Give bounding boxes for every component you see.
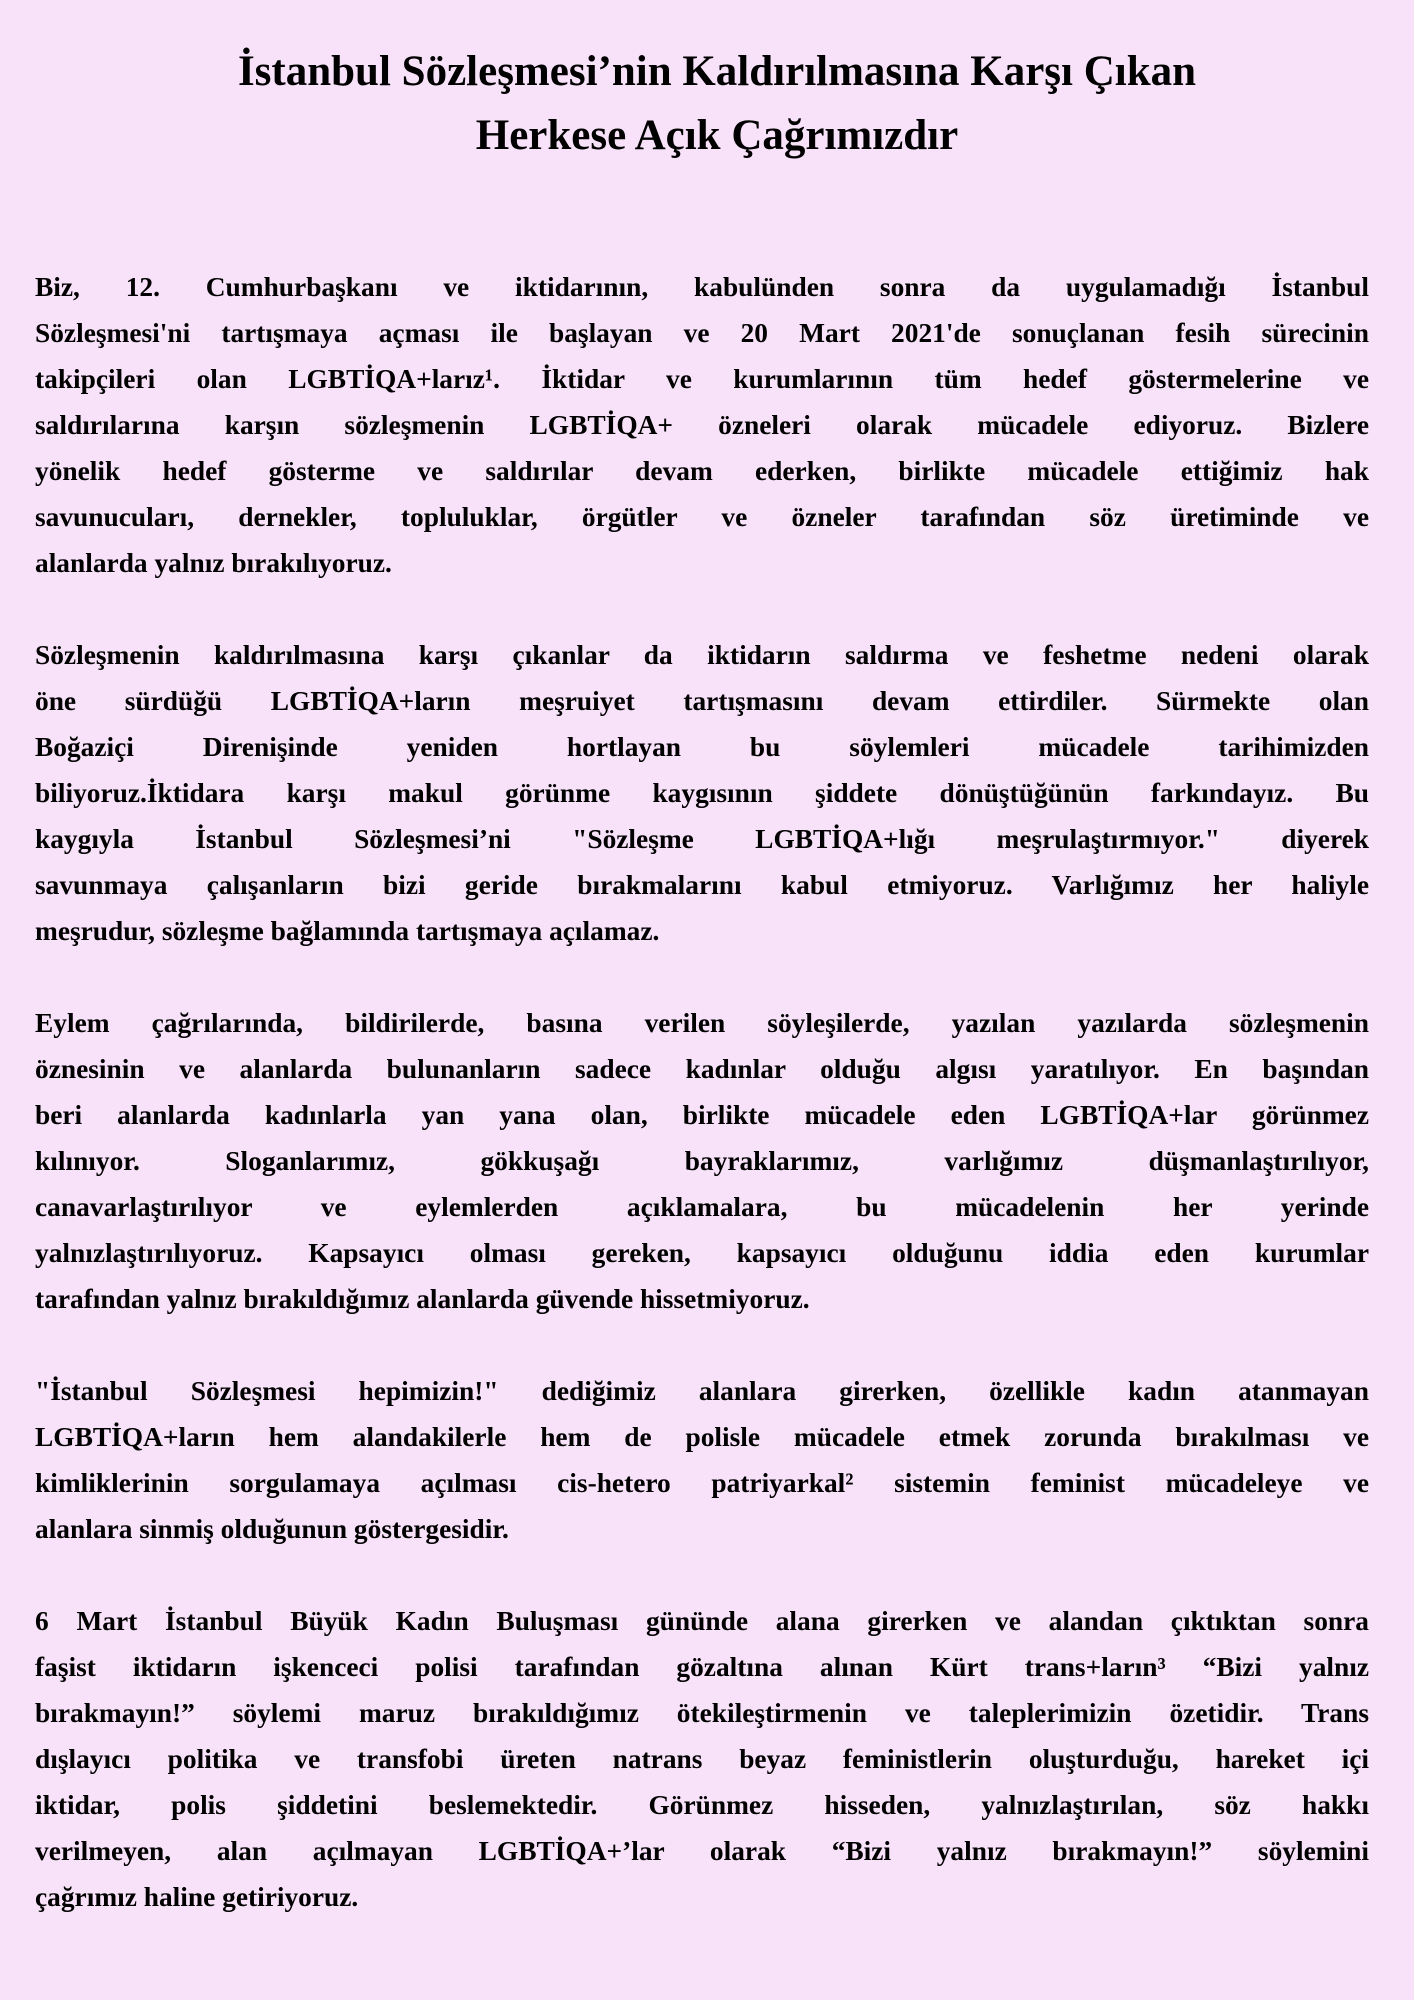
paragraph-line: kaygıyla İstanbul Sözleşmesi’ni "Sözleşme LGBTİQA+lığı meşrulaştırmıyor." diyerek [35,824,1369,854]
paragraph [35,1000,1369,1322]
paragraph-line: faşist iktidarın işkenceci polisi tarafından gözaltına alınan Kürt trans+ların³ “Bizi yalnız [35,1652,1369,1682]
paragraph-line: iktidar, polis şiddetini beslemektedir. Görünmez hisseden, yalnızlaştırılan, söz hakkı [35,1790,1369,1820]
paragraph-line: kimliklerinin sorgulamaya açılması cis-hetero patriyarkal² sistemin feminist mücadeleye ve [35,1468,1369,1498]
paragraph-line: takipçileri olan LGBTİQA+larız¹. İktidar ve kurumlarının tüm hedef göstermelerine ve [35,364,1369,394]
paragraph-line: verilmeyen, alan açılmayan LGBTİQA+’lar olarak “Bizi yalnız bırakmayın!” söylemini [35,1836,1369,1866]
paragraph-line: tarafından yalnız bırakıldığımız alanlarda güvende hissetmiyoruz. [35,1284,810,1314]
paragraph-line: 6 Mart İstanbul Büyük Kadın Buluşması gününde alana girerken ve alandan çıktıktan sonra [35,1606,1369,1636]
paragraph-line: yalnızlaştırılıyoruz. Kapsayıcı olması gereken, kapsayıcı olduğunu iddia eden kurumlar [35,1238,1369,1268]
document-body [35,264,1369,1920]
paragraph-line: bırakmayın!” söylemi maruz bırakıldığımız ötekileştirmenin ve taleplerimizin özetidir. Trans [35,1698,1369,1728]
paragraph-line: meşrudur, sözleşme bağlamında tartışmaya açılamaz. [35,916,660,946]
paragraph-line: dışlayıcı politika ve transfobi üreten natrans beyaz feministlerin oluşturduğu, hareket içi [35,1744,1369,1774]
paragraph-line: Sözleşmesi'ni tartışmaya açması ile başlayan ve 20 Mart 2021'de sonuçlanan fesih sürecinin [35,318,1369,348]
paragraph [35,264,1369,586]
paragraph-line: LGBTİQA+ların hem alandakilerle hem de polisle mücadele etmek zorunda bırakılması ve [35,1422,1369,1452]
paragraph-line: Boğaziçi Direnişinde yeniden hortlayan bu söylemleri mücadele tarihimizden [35,732,1369,762]
paragraph-line: canavarlaştırılıyor ve eylemlerden açıklamalara, bu mücadelenin her yerinde [35,1192,1369,1222]
paragraph-line: Biz, 12. Cumhurbaşkanı ve iktidarının, kabulünden sonra da uygulamadığı İstanbul [35,272,1369,302]
paragraph [35,1368,1369,1552]
paragraph-line: yönelik hedef gösterme ve saldırılar devam ederken, birlikte mücadele ettiğimiz hak [35,456,1369,486]
paragraph-line: çağrımız haline getiriyoruz. [35,1882,359,1912]
paragraph-line: savunmaya çalışanların bizi geride bırakmalarını kabul etmiyoruz. Varlığımız her haliyle [35,870,1369,900]
paragraph-line: öne sürdüğü LGBTİQA+ların meşruiyet tartışmasını devam ettirdiler. Sürmekte olan [35,686,1369,716]
paragraph-line: Eylem çağrılarında, bildirilerde, basına verilen söyleşilerde, yazılan yazılarda sözleşmenin [35,1008,1369,1038]
paragraph-line: "İstanbul Sözleşmesi hepimizin!" dediğimiz alanlara girerken, özellikle kadın atanmayan [35,1376,1369,1406]
paragraph-line: savunucuları, dernekler, topluluklar, örgütler ve özneler tarafından söz üretiminde ve [35,502,1369,532]
title-line-1: İstanbul Sözleşmesi’nin Kaldırılmasına Karşı Çıkan [237,48,1197,95]
paragraph-line: alanlara sinmiş olduğunun göstergesidir. [35,1514,509,1544]
paragraph [35,1598,1369,1920]
document-title [35,40,1369,168]
paragraph-line: beri alanlarda kadınlarla yan yana olan, birlikte mücadele eden LGBTİQA+lar görünmez [35,1100,1369,1130]
paragraph-line: kılınıyor. Sloganlarımız, gökkuşağı bayraklarımız, varlığımız düşmanlaştırılıyor, [35,1146,1369,1176]
paragraph [35,632,1369,954]
title-line-2: Herkese Açık Çağrımızdır [475,112,959,159]
paragraph-line: saldırılarına karşın sözleşmenin LGBTİQA+ özneleri olarak mücadele ediyoruz. Bizlere [35,410,1369,440]
paragraph-line: biliyoruz.İktidara karşı makul görünme kaygısının şiddete dönüştüğünün farkındayız. Bu [35,778,1369,808]
paragraph-line: Sözleşmenin kaldırılmasına karşı çıkanlar da iktidarın saldırma ve feshetme nedeni olarak [35,640,1369,670]
paragraph-line: alanlarda yalnız bırakılıyoruz. [35,548,392,578]
paragraph-line: öznesinin ve alanlarda bulunanların sadece kadınlar olduğu algısı yaratılıyor. En başından [35,1054,1369,1084]
